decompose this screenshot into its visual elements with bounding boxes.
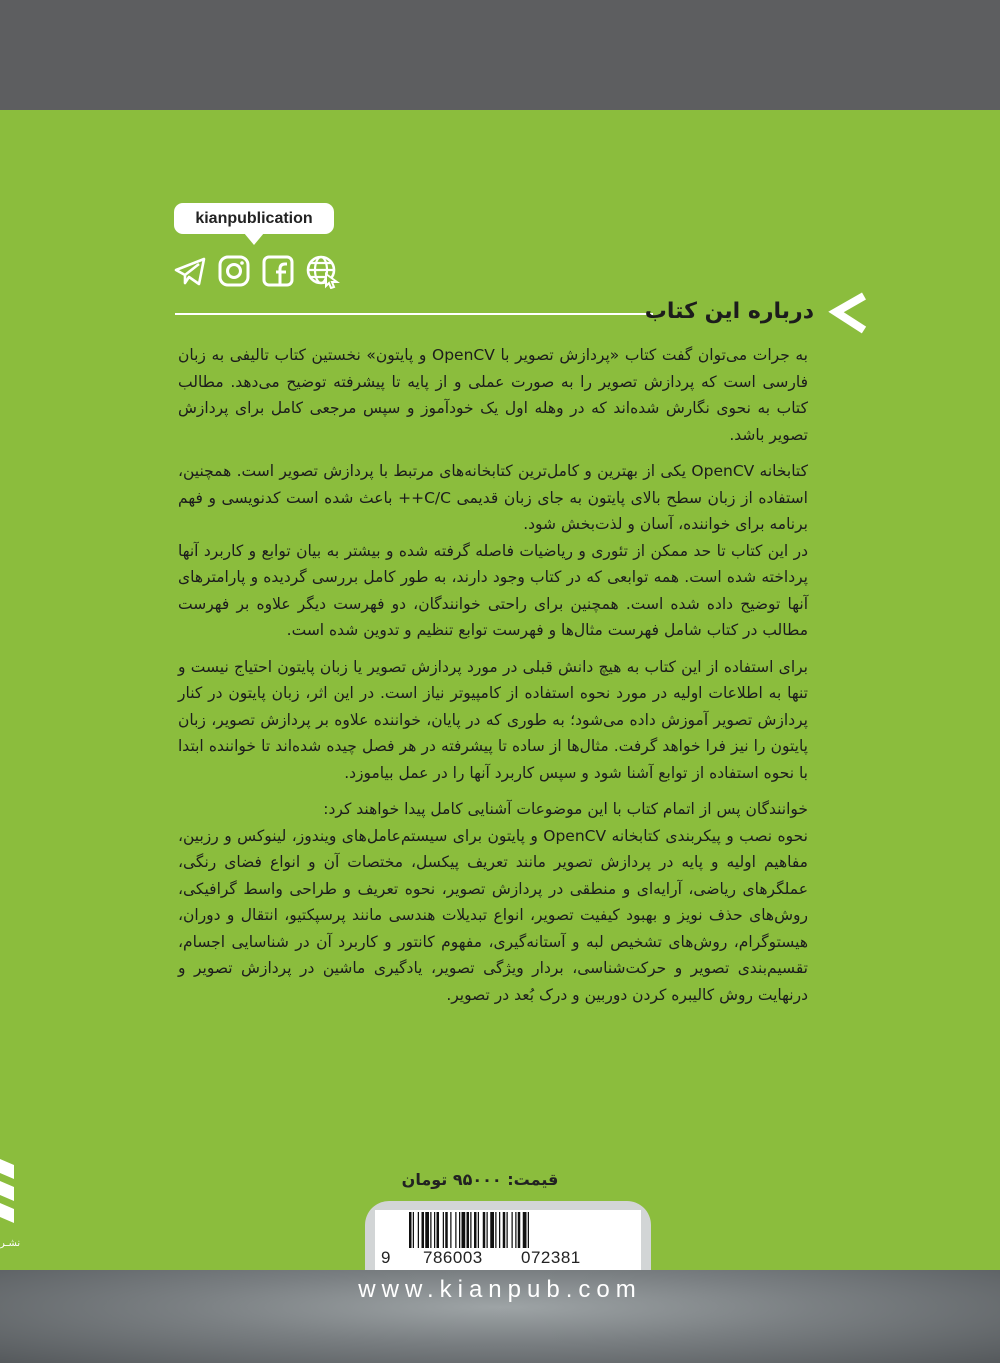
publisher-logo-text: نشـر [0, 1238, 21, 1249]
social-handle: kianpublication [195, 209, 313, 227]
barcode-bar [462, 1212, 466, 1248]
publisher-logo [0, 1155, 22, 1230]
barcode-group-1: 786003 [423, 1248, 483, 1267]
paragraph: در این کتاب تا حد ممکن از تئوری و ریاضیات فاصله گرفته شده و بیشتر به بیان توابع و کاربرد آنها پرداخته شده است. همه توابعی که در کتاب وجود دارند، به طور کامل بررسی گردیده و پارامترهای آنها توضیح داده شده است. همچنین برای راحتی خوانندگان، دو فهرست دیگر علاوه بر فهرست مطالب در کتاب شامل فهرست مثال‌ها و فهرست توابع تنظیم و تدوین شده است. [178, 541, 808, 639]
website-url[interactable]: www.kianpub.com [358, 1276, 642, 1303]
instagram-icon[interactable] [216, 253, 252, 289]
barcode-bar [467, 1212, 470, 1248]
social-icons [172, 253, 342, 289]
barcode-bar [478, 1212, 479, 1248]
barcode-bar [418, 1212, 419, 1248]
web-icon[interactable] [304, 253, 340, 289]
barcode-bars [409, 1212, 623, 1248]
barcode-lead-digit: 9 [381, 1248, 391, 1267]
barcode-bar [495, 1212, 496, 1248]
telegram-icon[interactable] [172, 253, 208, 289]
barcode-bar [518, 1212, 521, 1248]
barcode-bar [437, 1212, 440, 1248]
barcode-bar [445, 1212, 448, 1248]
barcode-bar [507, 1212, 508, 1248]
barcode-group-2: 072381 [521, 1248, 581, 1267]
barcode-bar [483, 1212, 486, 1248]
barcode-bar [455, 1212, 456, 1248]
barcode-bar [490, 1212, 494, 1248]
barcode-bar [474, 1212, 477, 1248]
top-band [0, 0, 1000, 110]
barcode-bar [499, 1212, 500, 1248]
barcode-bar [413, 1212, 414, 1248]
barcode-bar [512, 1212, 513, 1248]
barcode-bar [443, 1212, 444, 1248]
barcode-bar [470, 1212, 471, 1248]
arrow-icon [820, 290, 870, 336]
book-description [178, 342, 808, 1018]
paragraph: به جرات می‌توان گفت کتاب «پردازش تصویر با OpenCV و پایتون» نخستین کتاب تالیفی به زبان فارسی است که پردازش تصویر را به صورت عملی و از پایه تا پیشرفته توضیح می‌دهد. مطالب کتاب به نحوی نگارش شده‌اند که در وهله اول یک خودآموز و سپس مرجعی کامل برای پردازش تصویر باشد. [178, 346, 808, 444]
barcode [375, 1210, 641, 1270]
barcode-bar [459, 1212, 460, 1248]
social-handle-bubble[interactable] [174, 203, 334, 234]
barcode-bar [425, 1212, 429, 1248]
price-value: ۹۵۰۰۰ تومان [401, 1170, 502, 1189]
barcode-bar [409, 1212, 412, 1248]
facebook-icon[interactable] [260, 253, 296, 289]
barcode-bar [450, 1212, 451, 1248]
barcode-bar [515, 1212, 516, 1248]
barcode-bar [422, 1212, 425, 1248]
price-label: قیمت: [507, 1170, 559, 1189]
section-header [175, 290, 870, 336]
topics-list: نحوه نصب و پیکربندی کتابخانه OpenCV و پایتون برای سیستم‌عامل‌های ویندوز، لینوکس و رزبین، مفاهیم اولیه و پایه در پردازش تصویر مانند تعریف پیکسل، مختصات آن و انواع فضای رنگی، عملگرهای ریاضی، آرایه‌ای و منطقی در پردازش تصویر، نحوه تعریف و طراحی واسط گرافیکی، روش‌های حذف نویز و بهبود کیفیت تصویر، انواع تبدیلات هندسی مانند پرسپکتیو، انتقال و دوران، هیستوگرام، روش‌های تشخیص لبه و آستانه‌گیری، مفهوم کانتور و کاربرد آن در شناسایی اجسام، تقسیم‌بندی تصویر و حرکت‌شناسی، بردار ویژگی تصویر، یادگیری ماشین در پردازش تصویر و درنهایت روش کالیبره کردن دوربین و درک بُعد در تصویر. [178, 826, 808, 1004]
barcode-bar [523, 1212, 527, 1248]
paragraph: کتابخانه OpenCV یکی از بهترین و کامل‌ترین کتابخانه‌های مرتبط با پردازش تصویر است. همچنین، استفاده از زبان سطح بالای پایتون به جای زبان قدیمی C/C++ باعث شده است کدنویسی و فهم برنامه برای خواننده، آسان و لذت‌بخش شود. [178, 462, 808, 533]
paragraph: برای استفاده از این کتاب به هیچ دانش قبلی در مورد پردازش تصویر یا زبان پایتون احتیاج نیست و تنها به اطلاعات اولیه در مورد نحوه استفاده از کامپیوتر نیاز است. در این اثر، زبان پایتون در کنار پردازش تصویر آموزش داده می‌شود؛ به طوری که در پایان، خواننده علاوه بر پردازش تصویر، زبان پایتون را نیز فرا خواهد گرفت. مثال‌ها از ساده تا پیشرفته در هر فصل چیده شده‌اند تا خواننده ابتدا با نحوه استفاده از توابع آشنا شود و سپس کاربرد آنها را در عمل بیاموزد. [178, 657, 808, 782]
section-title: درباره این کتاب [644, 299, 814, 324]
barcode-bar [503, 1212, 506, 1248]
barcode-box [365, 1201, 651, 1273]
paragraph: خوانندگان پس از اتمام کتاب با این موضوعات آشنایی کامل پیدا خواهند کرد: [323, 800, 808, 818]
barcode-bar [528, 1212, 529, 1248]
barcode-bar [487, 1212, 488, 1248]
barcode-bar [430, 1212, 431, 1248]
price [380, 1170, 580, 1189]
section-rule [175, 313, 653, 315]
barcode-bar [434, 1212, 435, 1248]
